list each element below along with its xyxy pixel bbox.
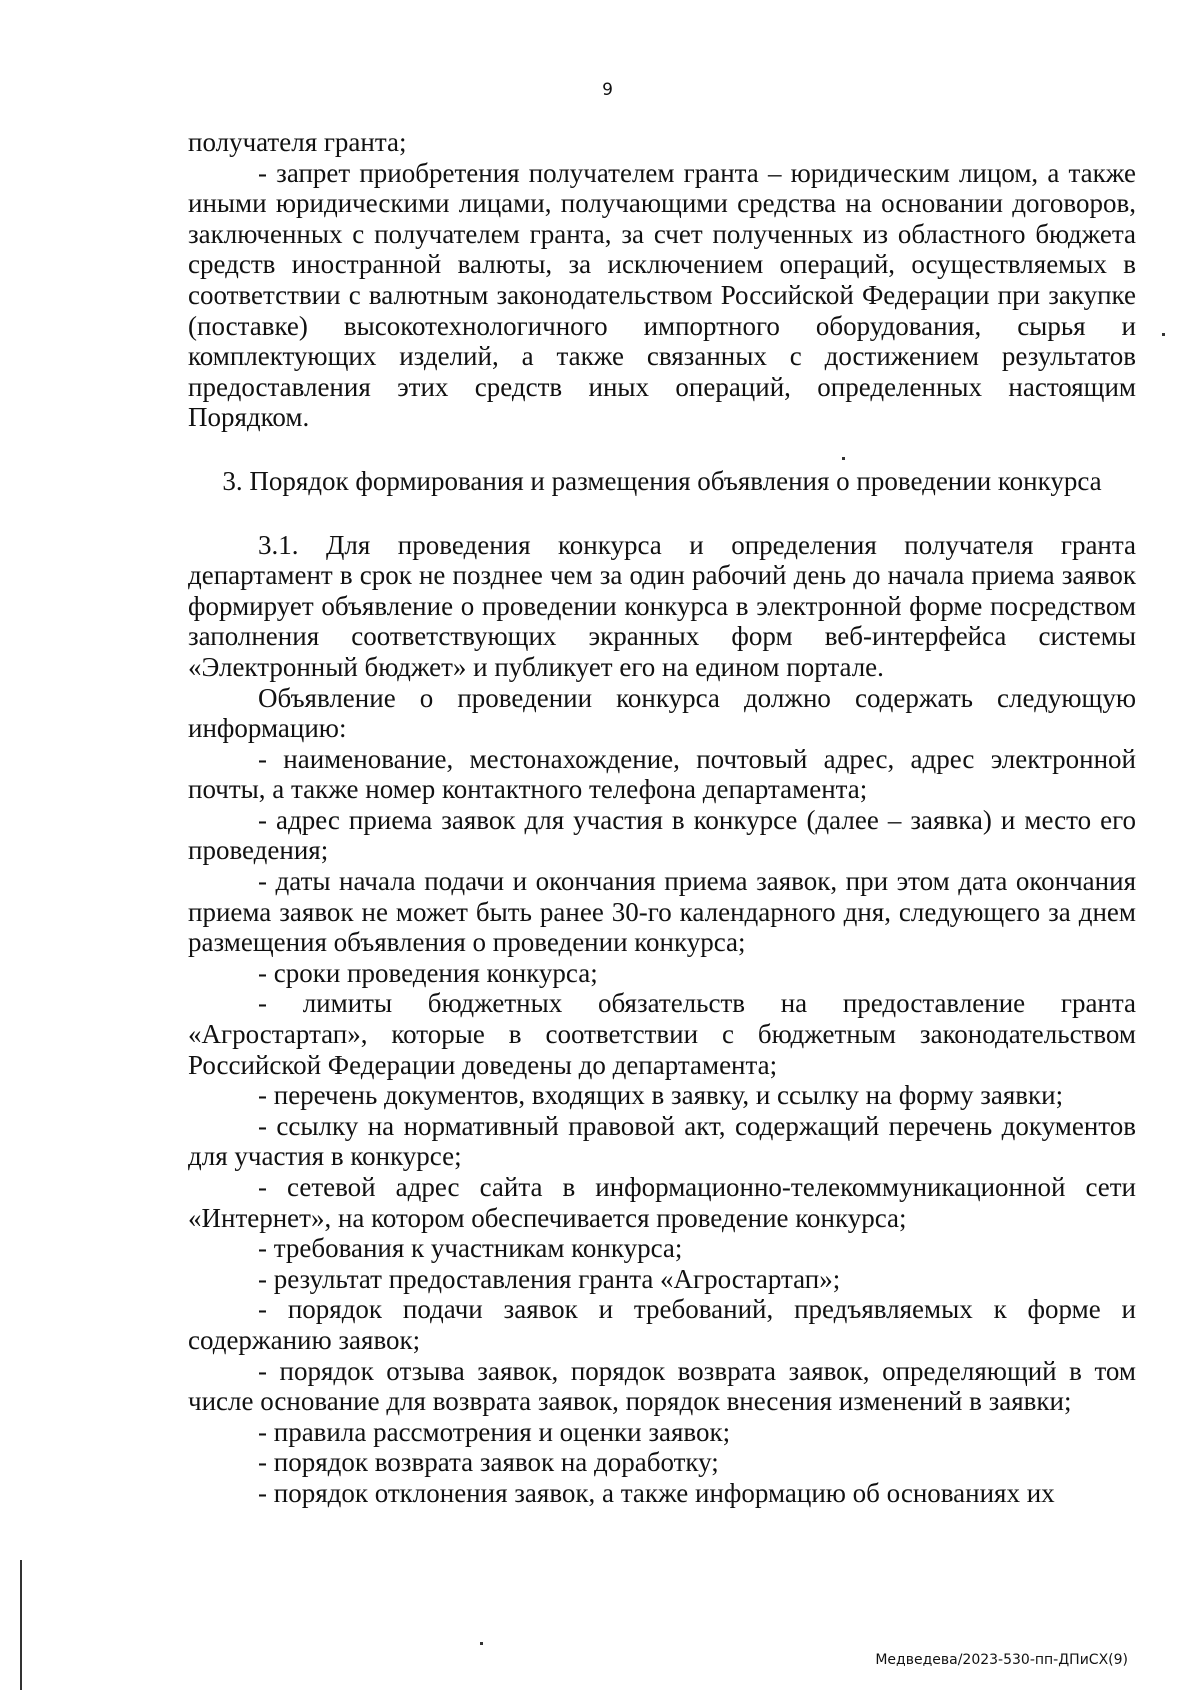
list-item: - адрес приема заявок для участия в конкурсе (далее – заявка) и место его проведения; <box>188 804 1136 866</box>
list-item: - порядок подачи заявок и требований, предъявляемых к форме и содержанию заявок; <box>188 1294 1136 1355</box>
list-item: - требования к участникам конкурса; <box>258 1233 683 1264</box>
scan-dot <box>842 457 845 460</box>
paragraph: - запрет приобретения получателем гранта – юридическим лицом, а также иными юридическими лицами, получающими средства на основании договоров, заключенных с получателем гранта, за счет полученных из областного бюджета средств иностранной валюты, за исключением операций, осуществляемых в соответствии с валютным законодательством Российской Федерации при закупке (поставке) высокотехнологичного импортного оборудования, сырья и комплектующих изделий, а также связанных с достижением результатов предоставления этих средств иных операций, определенных настоящим Порядком. <box>188 157 1136 433</box>
list-item: - наименование, местонахождение, почтовый адрес, адрес электронной почты, а также номер контактного телефона департамента; <box>188 743 1136 805</box>
list-item: - порядок отклонения заявок, а также информацию об основаниях их <box>258 1477 1055 1508</box>
scan-dot <box>1162 333 1165 336</box>
scan-dot <box>480 1642 483 1645</box>
list-item: - ссылку на нормативный правовой акт, содержащий перечень документов для участия в конкурсе; <box>188 1110 1136 1172</box>
paragraph: 3.1. Для проведения конкурса и определения получателя гранта департамент в срок не позднее чем за один рабочий день до начала приема заявок формирует объявление о проведении конкурса в электронной форме посредством заполнения соответствующих экранных форм веб-интерфейса системы «Электронный бюджет» и публикует его на едином портале. <box>188 529 1136 682</box>
list-item: - правила рассмотрения и оценки заявок; <box>258 1416 731 1447</box>
list-item: - порядок отзыва заявок, порядок возврата заявок, определяющий в том числе основание для возврата заявок, порядок внесения изменений в заявки; <box>188 1355 1136 1417</box>
list-item: - порядок возврата заявок на доработку; <box>258 1447 719 1478</box>
paragraph: получателя гранта; <box>188 127 407 157</box>
list-item: - перечень документов, входящих в заявку, и ссылку на форму заявки; <box>258 1080 1064 1111</box>
page-number: 9 <box>602 80 613 100</box>
paragraph: Объявление о проведении конкурса должно содержать следующую информацию: <box>188 682 1136 744</box>
scan-edge-line <box>20 1560 22 1690</box>
list-item: - даты начала подачи и окончания приема заявок, при этом дата окончания приема заявок не может быть ранее 30-го календарного дня, следующего за днем размещения объявления о проведении конкурса; <box>188 866 1136 958</box>
list-item: - сетевой адрес сайта в информационно-телекоммуникационной сети «Интернет», на котором обеспечивается проведение конкурса; <box>188 1172 1136 1233</box>
footer-document-code: Медведева/2023-530-пп-ДПиСХ(9) <box>875 1652 1128 1668</box>
list-item: - лимиты бюджетных обязательств на предоставление гранта «Агростартап», которые в соответствии с бюджетным законодательством Российской Федерации доведены до департамента; <box>188 988 1136 1080</box>
document-body <box>188 127 1136 1509</box>
section-heading: 3. Порядок формирования и размещения объявления о проведении конкурса <box>222 465 1102 496</box>
list-item: - сроки проведения конкурса; <box>258 957 598 988</box>
list-item: - результат предоставления гранта «Агростартап»; <box>258 1263 841 1294</box>
